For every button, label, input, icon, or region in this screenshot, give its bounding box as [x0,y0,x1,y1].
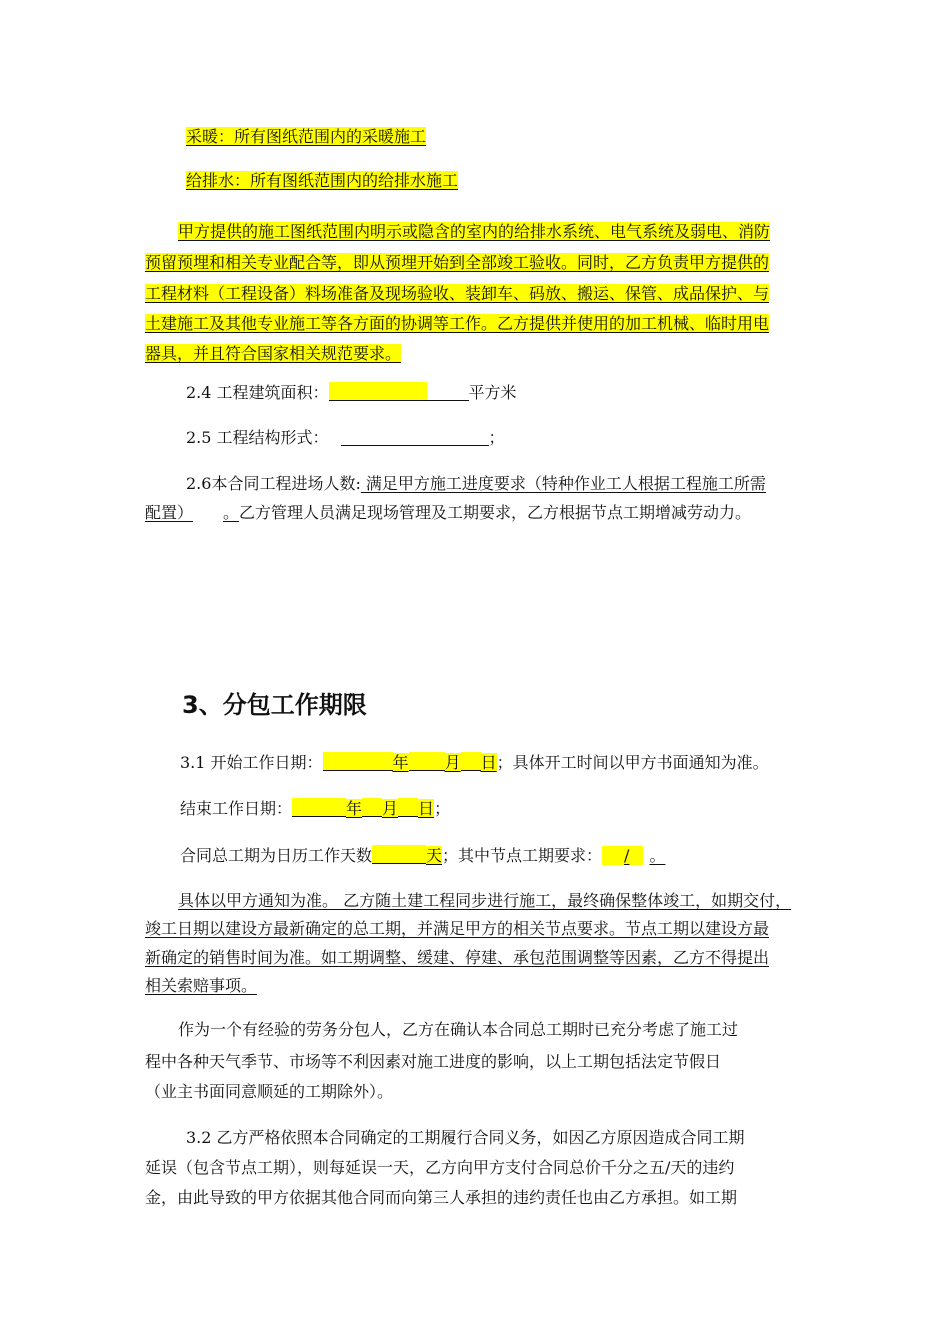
clause-3-2-text: 3.2 乙方严格依照本合同确定的工期履行合同义务，如因乙方原因造成合同工期 [186,1128,745,1147]
experience-text: 程中各种天气季节、市场等不利因素对施工进度的影响，以上工期包括法定节假日 [145,1052,722,1071]
item-2-5 [186,427,505,449]
node-duration-label: ；其中节点工期要求： [442,846,603,865]
start-day-blank [461,752,481,771]
experience-line-1 [178,1019,738,1041]
area-blank-highlight [329,382,427,401]
start-day-label: 日 [480,753,497,772]
start-date-note: ；具体开工时间以甲方书面通知为准。 [496,753,769,772]
scope-text: 器具，并且符合国家相关规范要求。 [145,344,402,363]
schedule-note-text: 新确定的销售时间为准。如工期调整、缓建、停建、承包范围调整等因素，乙方不得提出 [145,948,770,967]
end-day-label: 日 [418,799,435,818]
item-2-4 [186,382,517,404]
clause-3-2-line-1 [186,1127,745,1149]
schedule-note-text: 竣工日期以建设方最新确定的总工期，并满足甲方的相关节点要求。节点工期以建设方最 [145,919,770,938]
plumbing-scope-line [186,170,458,192]
end-day-blank [398,798,418,817]
experience-line-3 [145,1081,393,1103]
scope-paragraph-line-3 [145,283,769,305]
total-duration-label: 合同总工期为日历工作天数 [180,846,373,865]
scope-paragraph-line-5 [145,343,401,365]
start-year-blank [323,752,393,771]
node-duration-end: 。 [649,846,666,865]
experience-text: （业主书面同意顺延的工期除外）。 [145,1082,394,1101]
heating-scope-line [186,126,426,148]
scope-text: 预留预埋和相关专业配合等，即从预埋开始到全部竣工验收。同时，乙方负责甲方提供的 [145,253,770,272]
start-month-label: 月 [444,753,461,772]
scope-paragraph-line-2 [145,252,769,274]
area-unit: 平方米 [468,383,517,402]
end-date-line [180,798,450,820]
plumbing-scope-text: 给排水：所有图纸范围内的给排水施工 [186,171,459,190]
structure-label: 2.5 工程结构形式： [186,428,329,447]
structure-blank [341,427,489,446]
clause-3-2-line-3 [145,1187,737,1209]
scope-paragraph-line-4 [145,313,769,335]
end-year-label: 年 [346,799,363,818]
scope-text: 土建施工及其他专业施工等各方面的协调等工作。乙方提供并使用的加工机械、临时用电 [145,314,770,333]
item-2-6-line-1 [186,473,766,495]
headcount-requirement: 满足甲方施工进度要求（特种作业工人根据工程施工所需 [360,474,766,493]
scope-text: 工程材料（工程设备）料场准备及现场验收、装卸车、码放、搬运、保管、成品保护、与 [145,284,770,303]
total-days-unit: 天 [426,846,443,865]
start-month-blank [409,752,445,771]
schedule-note-line-3 [145,947,769,969]
schedule-note-line-1 [178,890,791,912]
headcount-management: 乙方管理人员满足现场管理及工期要求，乙方根据节点工期增减劳动力。 [239,503,752,522]
end-date-label: 结束工作日期： [180,799,293,818]
end-date-end: ； [434,799,451,818]
start-date-label: 3.1 开始工作日期： [180,753,323,772]
item-2-6-line-2 [145,502,751,524]
scope-paragraph-line-1 [178,221,770,243]
structure-end: ； [488,428,505,447]
clause-3-2-line-2 [145,1157,734,1179]
start-year-label: 年 [392,753,409,772]
scope-text: 甲方提供的施工图纸范围内明示或隐含的室内的给排水系统、电气系统及弱电、消防 [178,222,771,241]
schedule-note-line-4 [145,975,257,997]
total-days-blank [372,845,426,864]
heating-scope-text: 采暖：所有图纸范围内的采暖施工 [186,127,427,146]
end-month-label: 月 [382,799,399,818]
schedule-note-text: 具体以甲方通知为准。 乙方随土建工程同步进行施工，最终确保整体竣工，如期交付， [178,891,792,910]
area-blank [427,382,469,401]
end-year-blank [292,798,346,817]
node-duration-value: / [602,846,643,865]
clause-3-2-text: 延误（包含节点工期），则每延误一天，乙方向甲方支付合同总价千分之五/天的违约 [145,1158,735,1177]
total-duration-line [180,845,673,867]
schedule-note-text: 相关索赔事项。 [145,976,258,995]
start-date-line [180,752,769,774]
section-3-heading: 3、分包工作期限 [182,691,367,719]
headcount-config: 配置） [145,503,194,522]
headcount-period: 。 [223,503,240,522]
headcount-label: 2.6本合同工程进场人数: [186,474,361,493]
schedule-note-line-2 [145,918,769,940]
experience-line-2 [145,1051,721,1073]
experience-text: 作为一个有经验的劳务分包人，乙方在确认本合同总工期时已充分考虑了施工过 [178,1020,739,1039]
end-month-blank [362,798,382,817]
clause-3-2-text: 金，由此导致的甲方依据其他合同而向第三人承担的违约责任也由乙方承担。如工期 [145,1188,738,1207]
area-label: 2.4 工程建筑面积： [186,383,329,402]
